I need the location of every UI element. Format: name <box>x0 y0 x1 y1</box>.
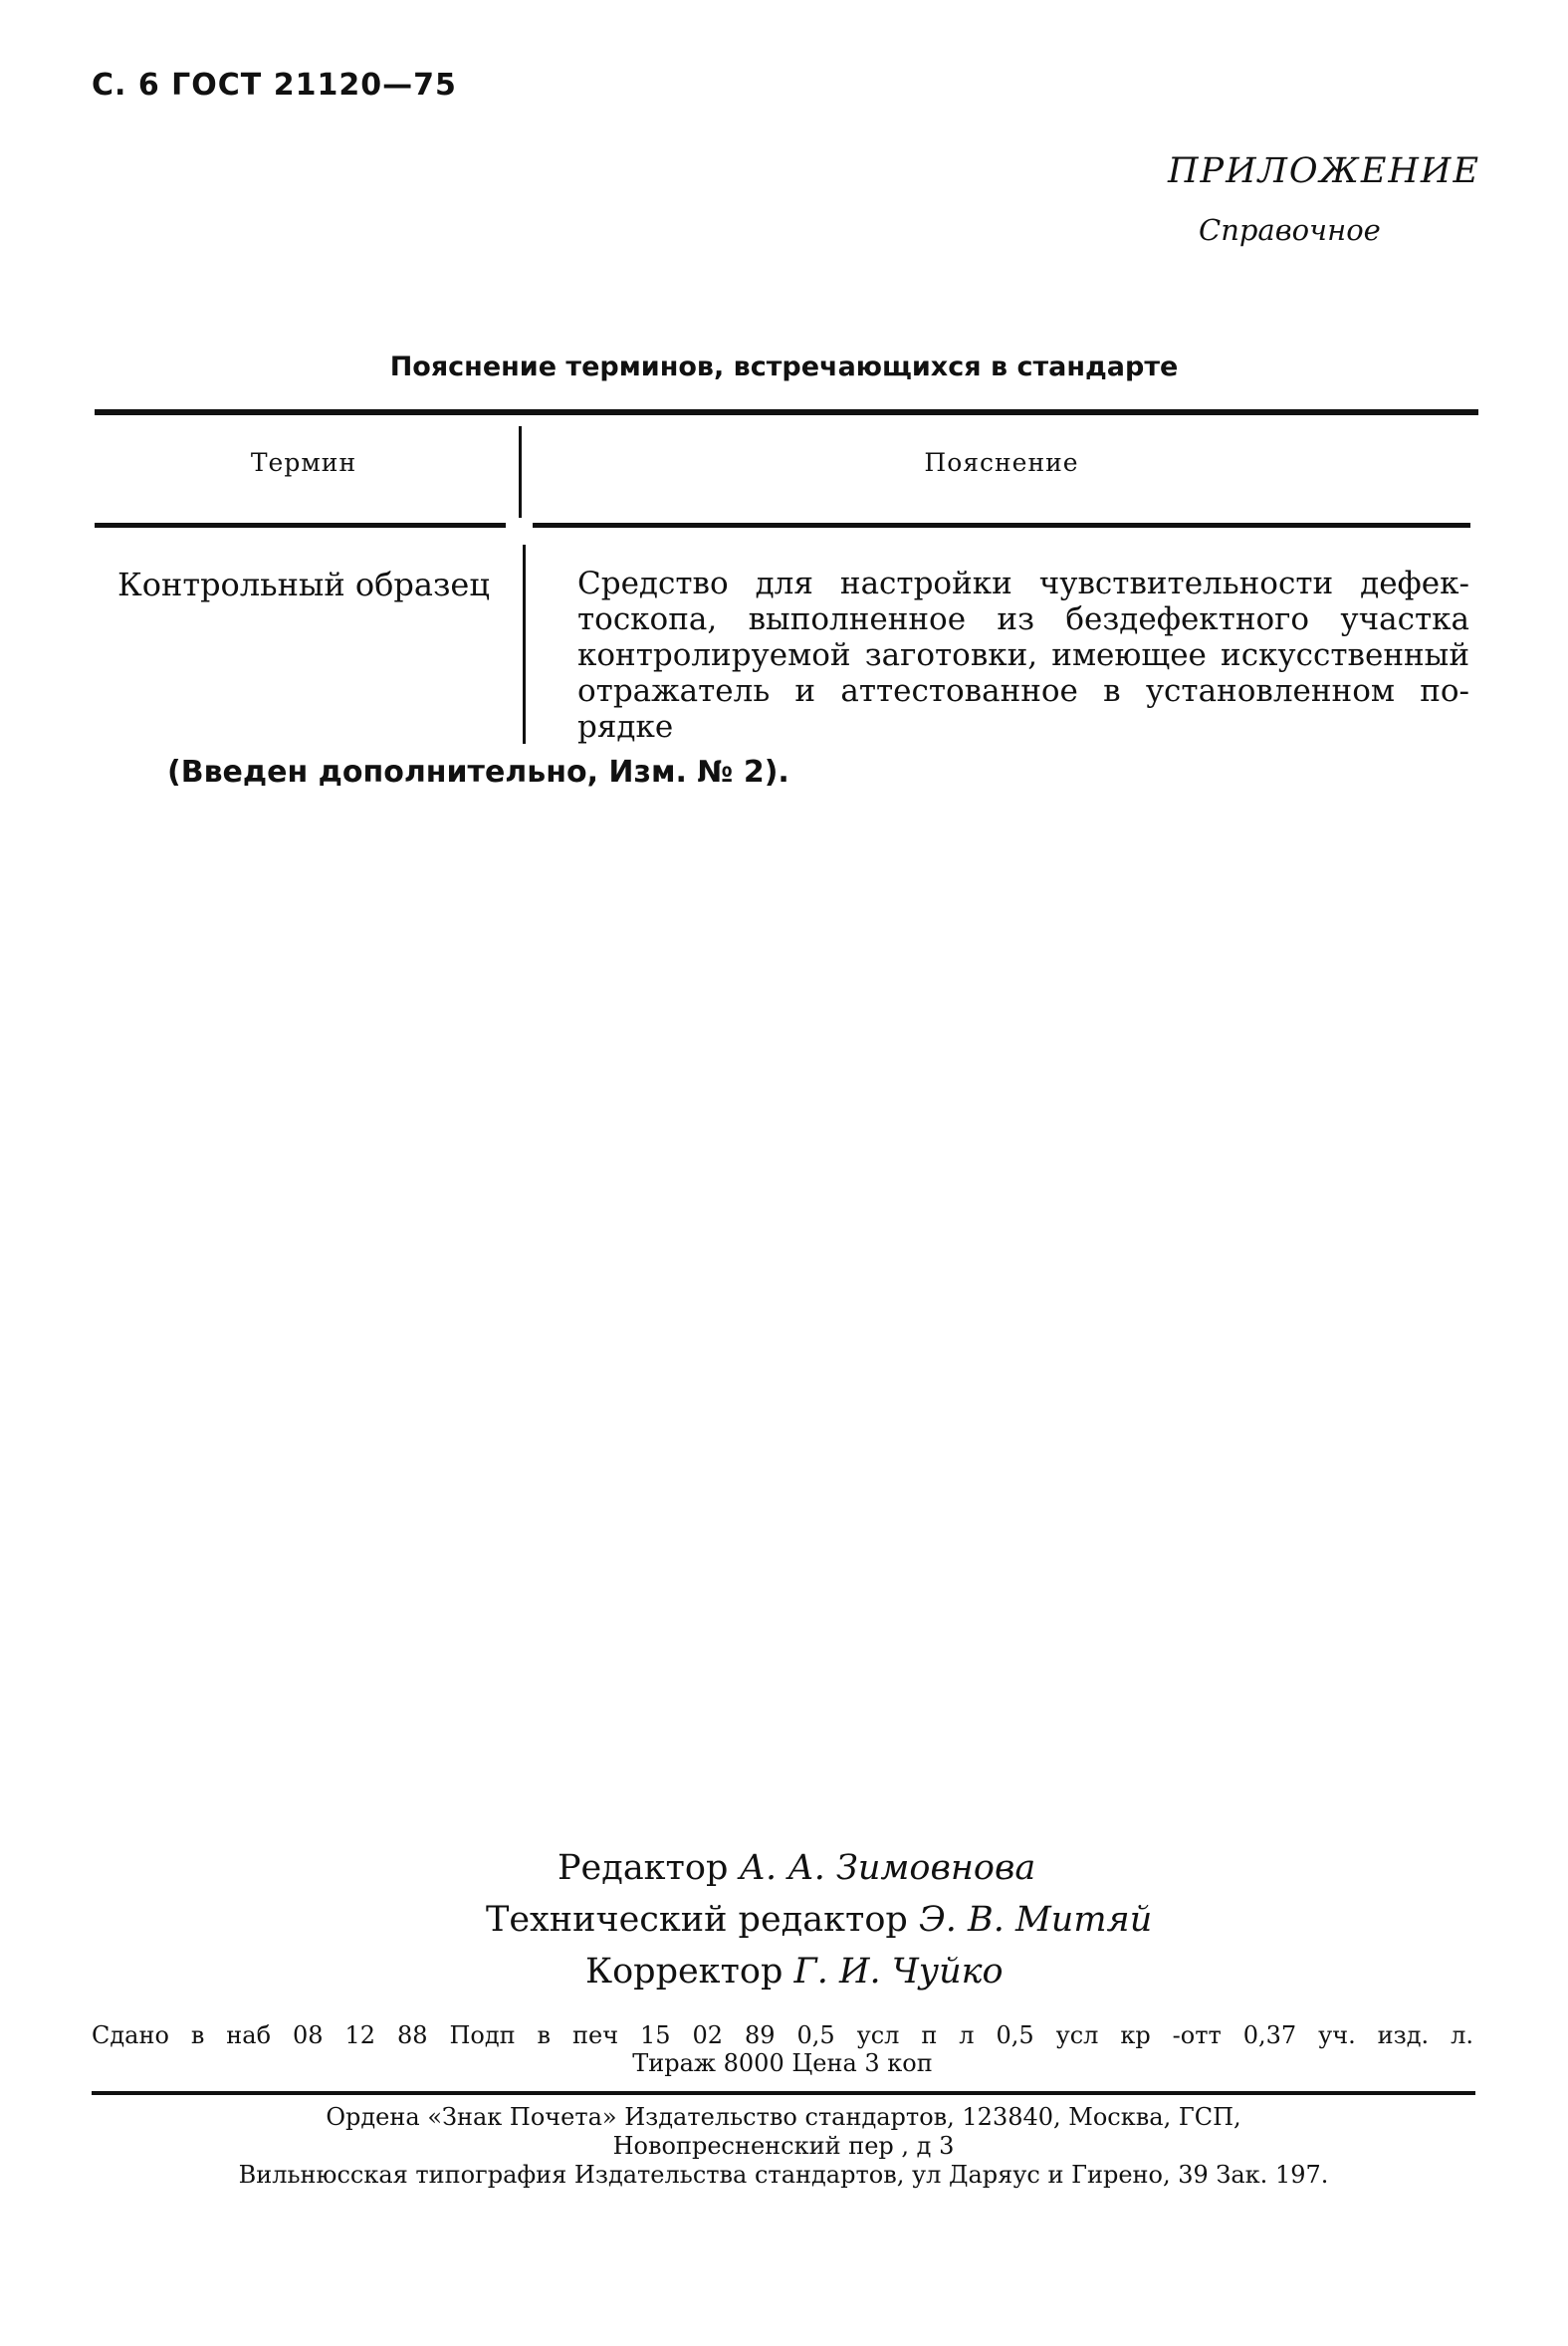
header-rule-right <box>533 523 1470 528</box>
explanation-line: рядке <box>577 709 674 745</box>
term-cell: Контрольный образец <box>117 566 490 603</box>
appendix-subtitle: Справочное <box>1199 213 1381 247</box>
table-title: Пояснение терминов, встречающихся в стандарте <box>389 352 1179 382</box>
header-rule-left <box>95 523 506 528</box>
explanation-cell <box>577 566 1469 745</box>
proofreader-credit <box>585 1946 1004 1997</box>
amendment-note: (Введен дополнительно, Изм. № 2). <box>167 755 789 790</box>
explanation-line: тоскопа, выполненное из бездефектного участка <box>577 601 1469 637</box>
appendix-title: ПРИЛОЖЕНИЕ <box>1168 151 1480 191</box>
publisher-line: Новопресненский пер , д 3 <box>612 2132 955 2160</box>
editor-credit <box>558 1842 1035 1894</box>
tech-editor-role: Технический редактор <box>486 1900 908 1940</box>
tech-editor-name: Э. В. Митяй <box>918 1900 1153 1940</box>
imprint-line: Тираж 8000 Цена 3 коп <box>632 2049 933 2077</box>
imprint-rule <box>92 2091 1475 2095</box>
explanation-line: отражатель и аттестованное в установленном по- <box>577 673 1469 709</box>
imprint-block <box>92 2021 1473 2077</box>
explanation-line: Средство для настройки чувствительности дефек- <box>577 566 1469 601</box>
proofreader-name: Г. И. Чуйко <box>793 1952 1004 1992</box>
table-top-rule <box>95 409 1478 415</box>
table-header-divider <box>519 426 522 518</box>
column-header-explanation: Пояснение <box>924 448 1079 477</box>
editor-role: Редактор <box>558 1848 729 1888</box>
proofreader-role: Корректор <box>585 1952 784 1992</box>
imprint-line: Сдано в наб 08 12 88 Подп в печ 15 02 89 0,5 усл п л 0,5 усл кр -отт 0,37 уч. изд. л. <box>92 2021 1473 2049</box>
tech-editor-credit <box>486 1894 1152 1946</box>
page-header: С. 6 ГОСТ 21120—75 <box>92 68 457 103</box>
column-header-term: Термин <box>250 448 357 477</box>
publisher-block <box>92 2103 1475 2190</box>
printer-line: Вильнюсская типография Издательства стандартов, ул Даряус и Гирено, 39 Зак. 197. <box>238 2161 1329 2189</box>
table-body-divider <box>523 545 526 744</box>
publisher-line: Ордена «Знак Почета» Издательство стандартов, 123840, Москва, ГСП, <box>326 2103 1241 2131</box>
explanation-line: контролируемой заготовки, имеющее искусственный <box>577 637 1469 673</box>
editor-name: А. А. Зимовнова <box>739 1848 1036 1888</box>
